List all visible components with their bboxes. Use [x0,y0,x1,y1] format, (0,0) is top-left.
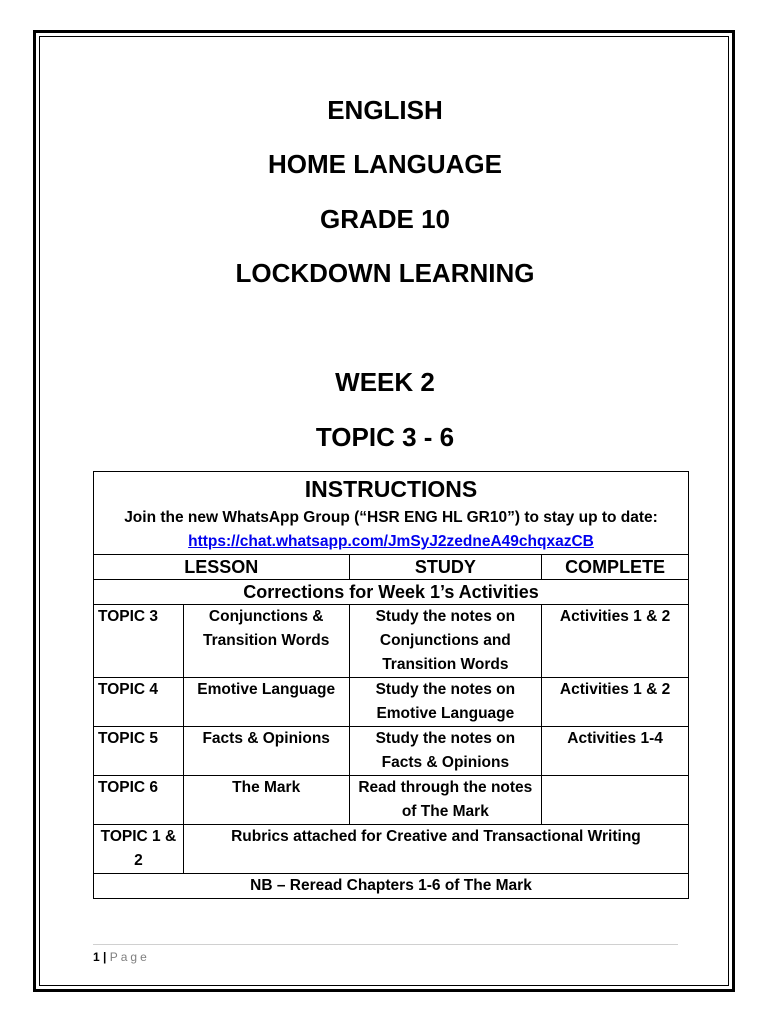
instructions-header-cell [94,472,689,555]
page-label: Page [109,950,150,964]
topic-cell: TOPIC 6 [94,776,184,825]
footer-separator: | [99,950,110,964]
lesson-cell: Emotive Language [183,678,349,727]
rubric-text-cell: Rubrics attached for Creative and Transactional Writing [183,825,688,874]
column-header-row [94,555,689,580]
topic-cell: TOPIC 3 [94,605,184,678]
lesson-cell: Conjunctions & Transition Words [183,605,349,678]
complete-cell: Activities 1 & 2 [542,605,689,678]
title-line-2: HOME LANGUAGE [268,149,502,179]
study-cell: Study the notes on Emotive Language [349,678,542,727]
corrections-row: Corrections for Week 1’s Activities [94,580,689,605]
complete-cell: Activities 1 & 2 [542,678,689,727]
rubric-topic-cell: TOPIC 1 & 2 [94,825,184,874]
week-title: WEEK 2 [335,367,435,397]
topic-cell: TOPIC 5 [94,727,184,776]
table-row [94,678,689,727]
header-study: STUDY [349,555,542,580]
nb-row: NB – Reread Chapters 1-6 of The Mark [94,874,689,899]
table-row [94,776,689,825]
study-cell: Study the notes on Conjunctions and Transition Words [349,605,542,678]
title-line-3: GRADE 10 [319,204,451,234]
lesson-cell: The Mark [183,776,349,825]
header-complete: COMPLETE [542,555,689,580]
topic-range-title: TOPIC 3 - 6 [315,422,455,452]
title-line-1: ENGLISH [327,95,443,125]
table-row [94,825,689,874]
complete-cell: Activities 1-4 [542,727,689,776]
page-number: 1 [93,950,100,964]
topic-cell: TOPIC 4 [94,678,184,727]
page-footer [93,950,150,964]
footer-divider [93,944,678,945]
study-cell: Study the notes on Facts & Opinions [349,727,542,776]
study-cell: Read through the notes of The Mark [349,776,542,825]
lesson-cell: Facts & Opinions [183,727,349,776]
instructions-table [93,471,689,899]
table-row [94,727,689,776]
whatsapp-link[interactable]: https://chat.whatsapp.com/JmSyJ2zedneA49chqxazCB [188,533,594,550]
header-lesson: LESSON [94,555,350,580]
complete-cell [542,776,689,825]
join-instructions [98,506,684,554]
table-row [94,605,689,678]
join-text: Join the new WhatsApp Group (“HSR ENG HL GR10”) to stay up to date: [124,509,658,526]
instructions-heading: INSTRUCTIONS [304,476,478,502]
title-line-4: LOCKDOWN LEARNING [235,258,535,288]
